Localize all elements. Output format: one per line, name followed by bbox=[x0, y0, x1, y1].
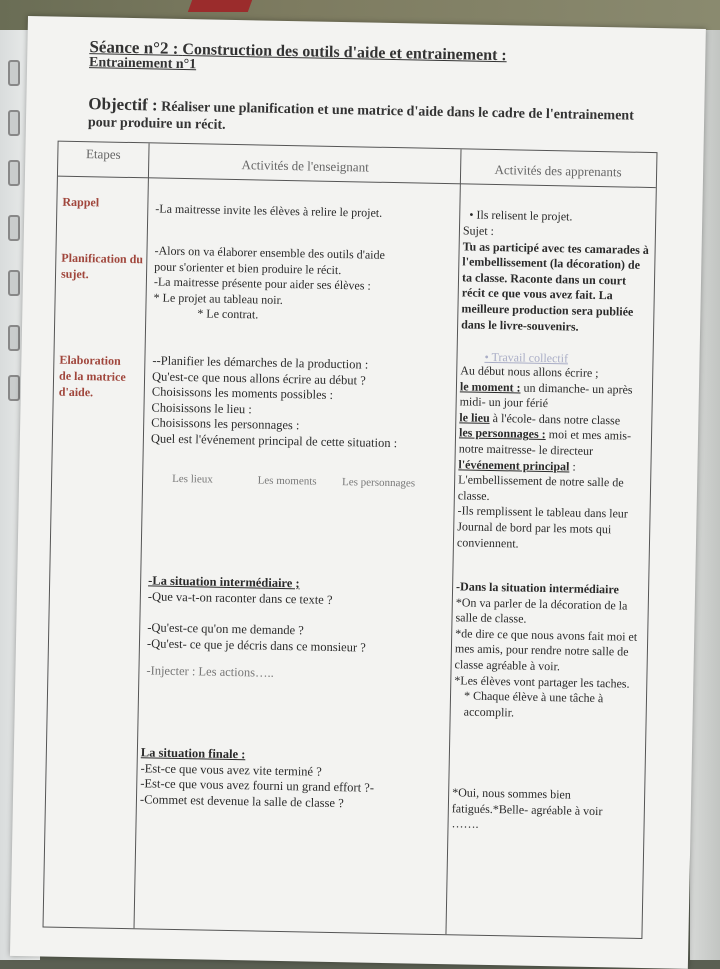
teacher-line: -Qu'est- ce que je décris dans ce monsieur ? bbox=[146, 636, 366, 655]
learner-sujet bbox=[461, 223, 651, 336]
learner-perso-label: les personnages : bbox=[458, 425, 546, 442]
teacher-inter-title: -La situation intermédiaire ; bbox=[148, 573, 300, 591]
teacher-line: -Qu'est-ce qu'on me demande ? bbox=[147, 620, 304, 638]
learner-elaboration bbox=[457, 363, 651, 554]
teacher-line: Qu'est-ce que nous allons écrire au début ? bbox=[151, 369, 366, 388]
teacher-elaboration bbox=[151, 353, 457, 452]
column-label-moments: Les moments bbox=[257, 474, 317, 488]
binder-ring bbox=[8, 60, 20, 86]
teacher-line: Choisissons les personnages : bbox=[151, 415, 300, 433]
teacher-intermediaire bbox=[146, 573, 448, 685]
learner-line: *On va parler de la décoration de la salle de classe. bbox=[455, 594, 628, 626]
teacher-line: * Le contrat. bbox=[197, 306, 259, 322]
learner-travail-collectif: • Travail collectif bbox=[484, 349, 569, 366]
teacher-finale bbox=[140, 745, 447, 813]
binder-ring bbox=[8, 110, 20, 136]
learner-finale bbox=[451, 785, 642, 835]
teacher-line: -La maitresse présente pour aider ses élèves : bbox=[153, 274, 371, 293]
step-rappel: Rappel bbox=[62, 194, 100, 210]
learner-sujet-label: Sujet : bbox=[462, 223, 495, 238]
binder-ring bbox=[8, 160, 20, 186]
teacher-line: pour s'orienter et bien produire le récit. bbox=[154, 259, 342, 277]
learner-line: *Les élèves vont partager les taches. bbox=[454, 672, 630, 691]
binder-ring bbox=[8, 215, 20, 241]
learner-line: -Ils remplissent le tableau dans leur Journal de bord par les mots qui conviennent. bbox=[456, 503, 628, 551]
column-label-personnages: Les personnages bbox=[341, 476, 416, 490]
header-teacher: Activités de l'enseignant bbox=[241, 157, 369, 175]
header-learner: Activités des apprenants bbox=[494, 161, 622, 180]
teacher-line: -Est-ce que vous avez fourni un grand effort ?- bbox=[140, 776, 375, 795]
lesson-table bbox=[43, 141, 658, 939]
objective bbox=[88, 95, 649, 142]
learner-event-text: : L'embellissement de notre salle de classe. bbox=[457, 459, 624, 503]
learner-line: * Chaque élève à une tâche à accomplir. bbox=[463, 688, 604, 720]
teacher-line: -Alors on va élaborer ensemble des outils d'aide bbox=[154, 243, 386, 262]
learner-inter-title: -Dans la situation intermédiaire bbox=[455, 579, 620, 597]
background-red-object bbox=[188, 0, 252, 12]
teacher-line: * Le projet au tableau noir. bbox=[153, 290, 284, 307]
learner-intermediaire bbox=[454, 579, 647, 723]
teacher-line: -Injecter : Les actions….. bbox=[146, 663, 274, 681]
learner-lieu-label: le lieu bbox=[459, 410, 490, 425]
teacher-line: --Planifier les démarches de la production : bbox=[152, 353, 369, 372]
learner-line: *Oui, nous sommes bien fatigués.*Belle- agréable à voir bbox=[451, 785, 603, 818]
teacher-line: Quel est l'événement principal de cette situation : bbox=[150, 431, 398, 451]
column-label-lieux: Les lieux bbox=[172, 472, 213, 486]
teacher-planification bbox=[153, 243, 454, 327]
teacher-line: Choisissons les moments possibles : bbox=[151, 384, 334, 403]
learner-sujet-text: Tu as participé avec tes camarades à l'embellissement (la décoration) de ta classe. Raconte dans un court récit ce que vous avez fait. La meilleure production sera publiée dans le livre-souvenirs. bbox=[461, 238, 649, 334]
learner-line: Au début nous allons écrire ; bbox=[460, 363, 599, 381]
step-elaboration: Elaboration de la matrice d'aide. bbox=[58, 352, 126, 400]
page-subtitle: Entrainement n°1 bbox=[88, 55, 197, 73]
learner-moment-label: le moment : bbox=[459, 378, 521, 395]
header-etapes: Etapes bbox=[85, 146, 121, 162]
step-planification: Planification du sujet. bbox=[60, 250, 144, 282]
teacher-line: -Commet est devenue la salle de classe ? bbox=[139, 792, 344, 810]
learner-perso-text: moi et mes amis- notre maitresse- le directeur bbox=[458, 427, 632, 458]
teacher-final-title: La situation finale : bbox=[140, 745, 246, 762]
learner-lieu-text: à l'école- dans notre classe bbox=[489, 410, 621, 428]
page-title: Séance n°2 : Construction des outils d'aide et entrainement : bbox=[89, 37, 507, 65]
teacher-line: -Que va-t-on raconter dans ce texte ? bbox=[147, 589, 333, 607]
teacher-line: Choisissons le lieu : bbox=[151, 400, 252, 417]
document-page bbox=[10, 16, 706, 969]
objective-label: Objectif : bbox=[88, 94, 158, 115]
binder-ring bbox=[8, 375, 20, 401]
learner-line: *de dire ce que nous avons fait moi et mes amis, pour rendre notre salle de classe agréable à voir. bbox=[454, 626, 638, 674]
binder-ring bbox=[8, 325, 20, 351]
learner-event-label: l'événement principal bbox=[458, 456, 570, 474]
objective-text: Réaliser une planification et une matrice d'aide dans le cadre de l'entrainement pour produire un récit. bbox=[87, 99, 634, 133]
teacher-line: -Est-ce que vous avez vite terminé ? bbox=[140, 760, 322, 779]
learner-moment-text: un dimanche- un après midi- un jour férié bbox=[459, 380, 633, 411]
binder-ring bbox=[8, 270, 20, 296]
header bbox=[89, 37, 690, 83]
learner-line: ……. bbox=[451, 816, 479, 831]
learner-rappel: • Ils relisent le projet. bbox=[469, 207, 573, 224]
teacher-rappel: -La maitresse invite les élèves à relire le projet. bbox=[155, 201, 383, 220]
